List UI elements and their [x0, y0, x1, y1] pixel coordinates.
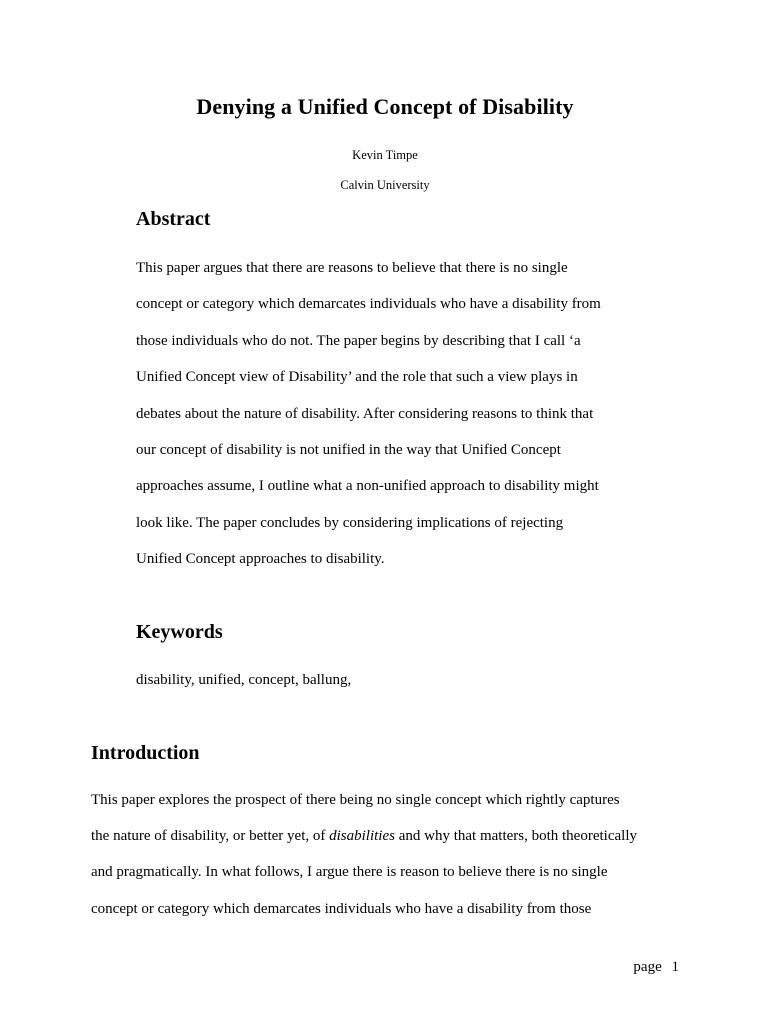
abstract-body [136, 250, 601, 578]
introduction-heading: Introduction [91, 742, 200, 764]
introduction-text: the nature of disability, or better yet, of [91, 828, 330, 845]
abstract-line: Unified Concept approaches to disability. [136, 551, 385, 568]
page-footer [633, 959, 679, 976]
introduction-line: concept or category which demarcates individuals who have a disability from those [91, 900, 592, 917]
abstract-line: our concept of disability is not unified in the way that Unified Concept [136, 442, 561, 459]
abstract-line: This paper argues that there are reasons to believe that there is no single [136, 260, 568, 276]
introduction-text: and why that matters, both theoretically [394, 828, 637, 845]
introduction-body [91, 782, 637, 927]
abstract-line: those individuals who do not. The paper begins by describing that I call ‘a [136, 332, 581, 349]
page-label: page [633, 959, 662, 975]
abstract-line: look like. The paper concludes by considering implications of rejecting [136, 514, 564, 531]
abstract-heading: Abstract [136, 208, 211, 230]
abstract-line: debates about the nature of disability. After considering reasons to think that [136, 405, 594, 422]
abstract-line: concept or category which demarcates individuals who have a disability from [136, 296, 601, 313]
page-number: 1 [671, 959, 679, 975]
paper-title: Denying a Unified Concept of Disability [196, 94, 574, 119]
author-affiliation: Calvin University [340, 178, 430, 192]
abstract-line: Unified Concept view of Disability’ and the role that such a view plays in [136, 369, 578, 386]
author-name: Kevin Timpe [352, 148, 418, 162]
introduction-line: and pragmatically. In what follows, I argue there is reason to believe there is no single [91, 864, 608, 881]
keywords-list: disability, unified, concept, ballung, [136, 672, 352, 688]
introduction-line: This paper explores the prospect of there being no single concept which rightly captures [91, 792, 620, 808]
introduction-line [91, 818, 637, 854]
keywords-heading: Keywords [136, 621, 223, 643]
emphasis-disabilities: disabilities [329, 828, 395, 845]
abstract-line: approaches assume, I outline what a non-unified approach to disability might [136, 478, 599, 495]
